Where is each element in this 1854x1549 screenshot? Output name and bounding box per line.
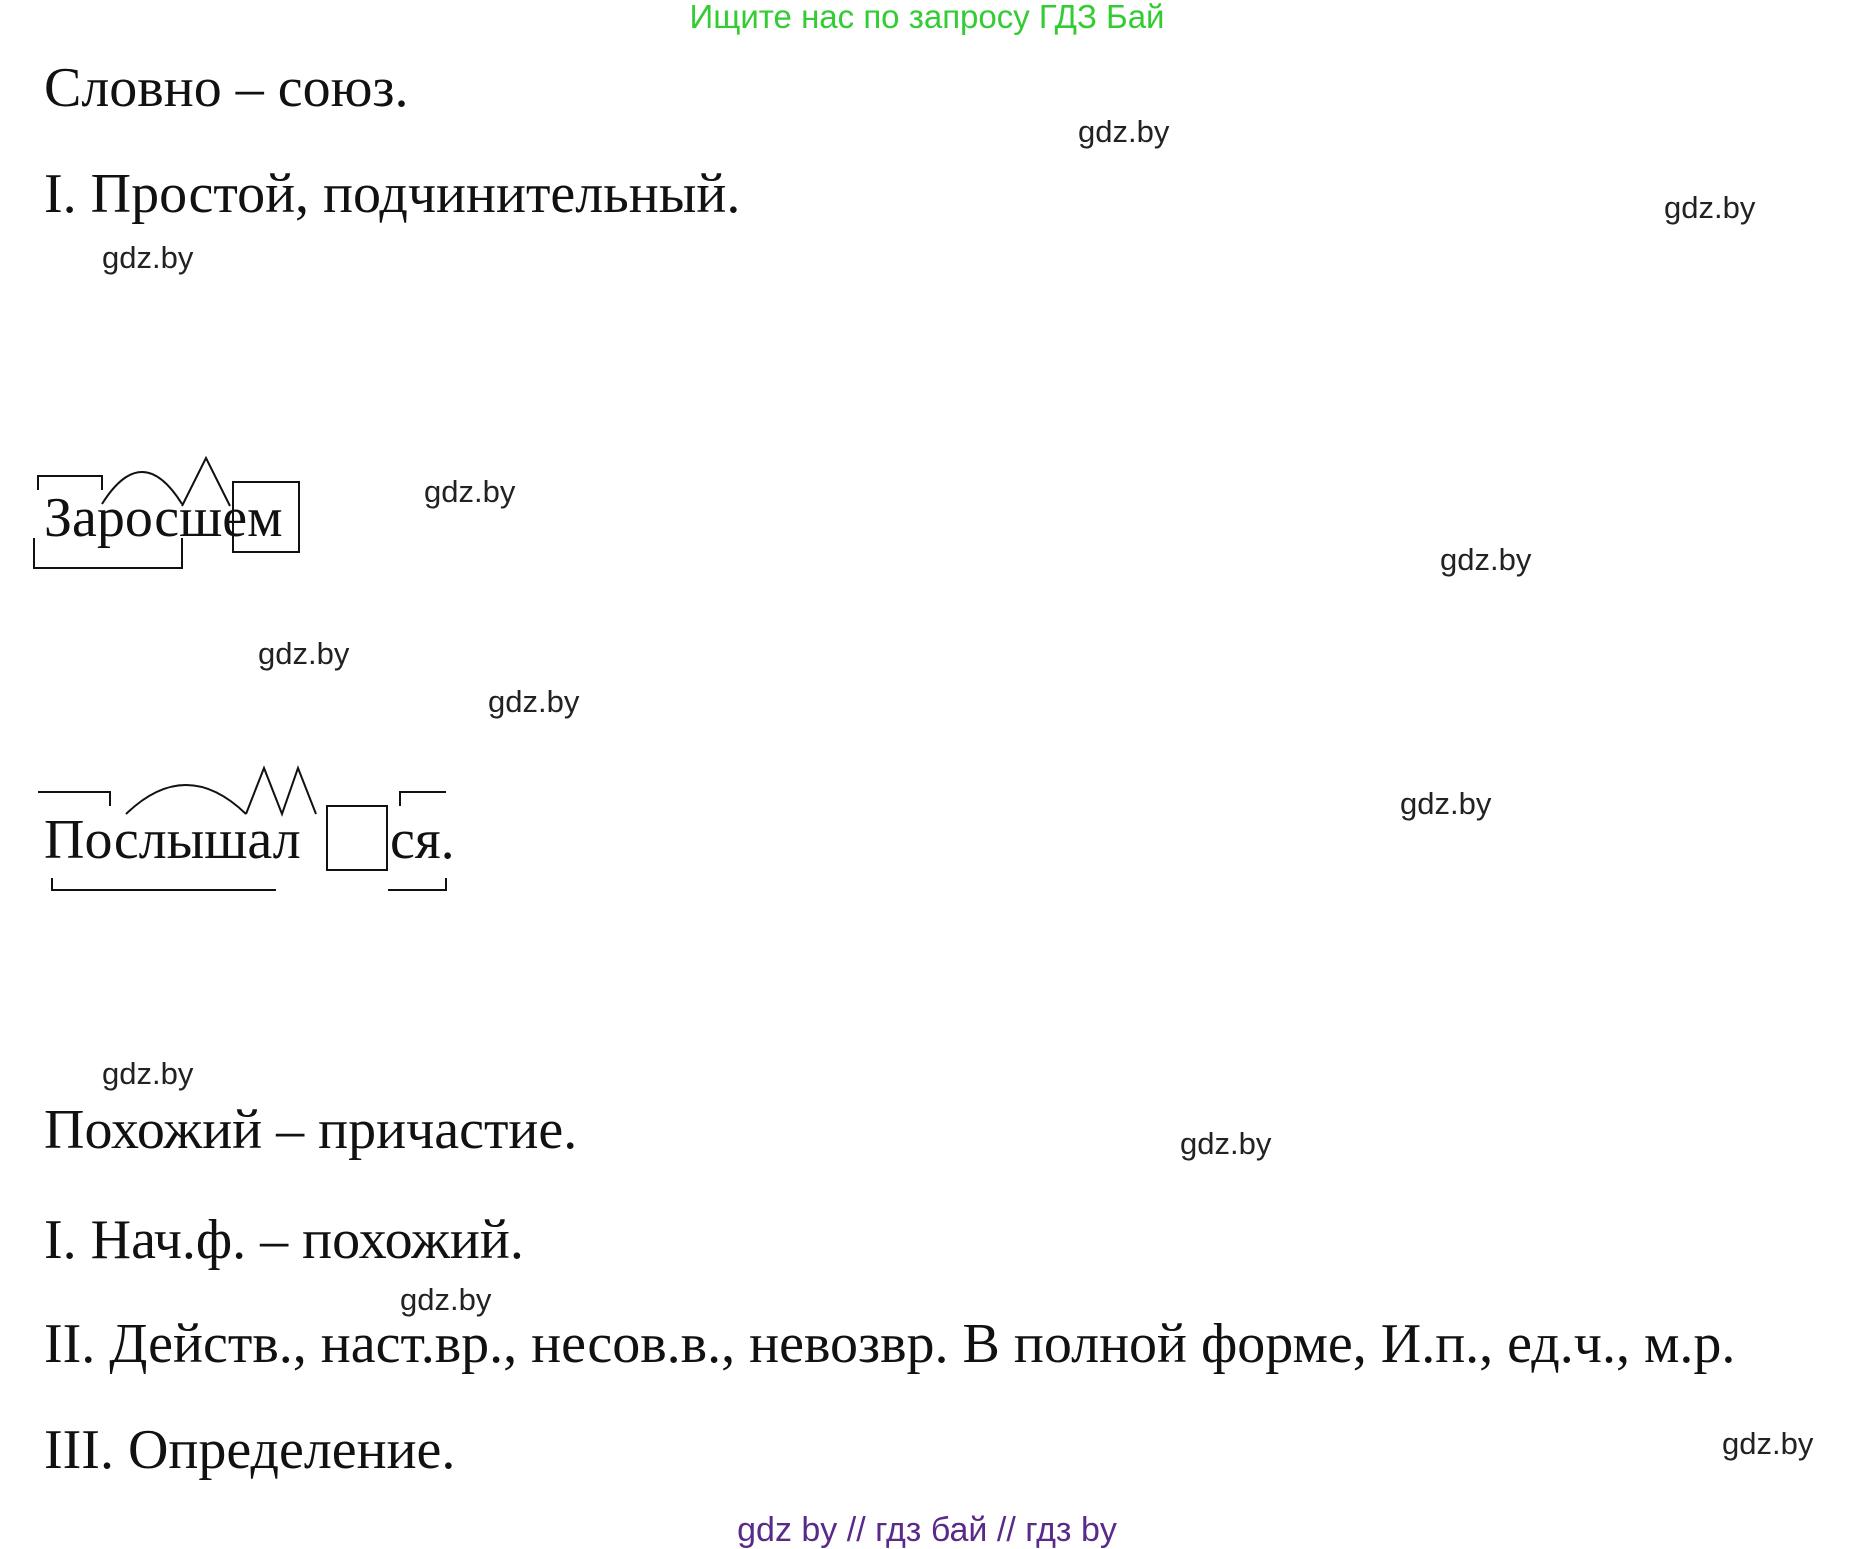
watermark: gdz.by: [102, 1056, 194, 1091]
watermark: gdz.by: [1664, 190, 1756, 225]
analyzed-word-postfix: ся.: [390, 809, 455, 871]
watermark: gdz.by: [102, 240, 194, 275]
watermark: gdz.by: [400, 1282, 492, 1317]
stem-mark-continued: [388, 878, 446, 890]
watermark: gdz.by: [1440, 542, 1532, 577]
stem-mark: [52, 878, 276, 890]
analyzed-word: Заросшем: [44, 487, 283, 549]
analyzed-word-part: Послышал: [44, 809, 301, 871]
prefix-mark: [38, 792, 110, 806]
text-line-6: III. Определение.: [44, 1419, 456, 1481]
watermark: gdz.by: [1180, 1126, 1272, 1161]
text-line-4: I. Нач.ф. – похожий.: [44, 1209, 524, 1271]
top-banner: Ищите нас по запросу ГДЗ Бай: [689, 0, 1165, 35]
watermark: gdz.by: [424, 474, 516, 509]
text-line-3: Похожий – причастие.: [44, 1099, 578, 1161]
footer-links: gdz by // гдз бай // гдз by: [737, 1511, 1117, 1549]
watermark: gdz.by: [1078, 114, 1170, 149]
text-line-1: Словно – союз.: [44, 57, 409, 119]
suffix-mark: [246, 768, 316, 814]
root-mark: [126, 785, 246, 814]
watermark: gdz.by: [1400, 786, 1492, 821]
ending-mark: [327, 806, 387, 870]
watermark: gdz.by: [1722, 1426, 1814, 1461]
watermark: gdz.by: [258, 636, 350, 671]
text-line-5: II. Действ., наст.вр., несов.в., невозвр. В полной форме, И.п., ед.ч., м.р.: [44, 1313, 1736, 1375]
watermark: gdz.by: [488, 684, 580, 719]
text-line-2: I. Простой, подчинительный.: [44, 163, 741, 225]
postfix-mark: [400, 792, 446, 806]
